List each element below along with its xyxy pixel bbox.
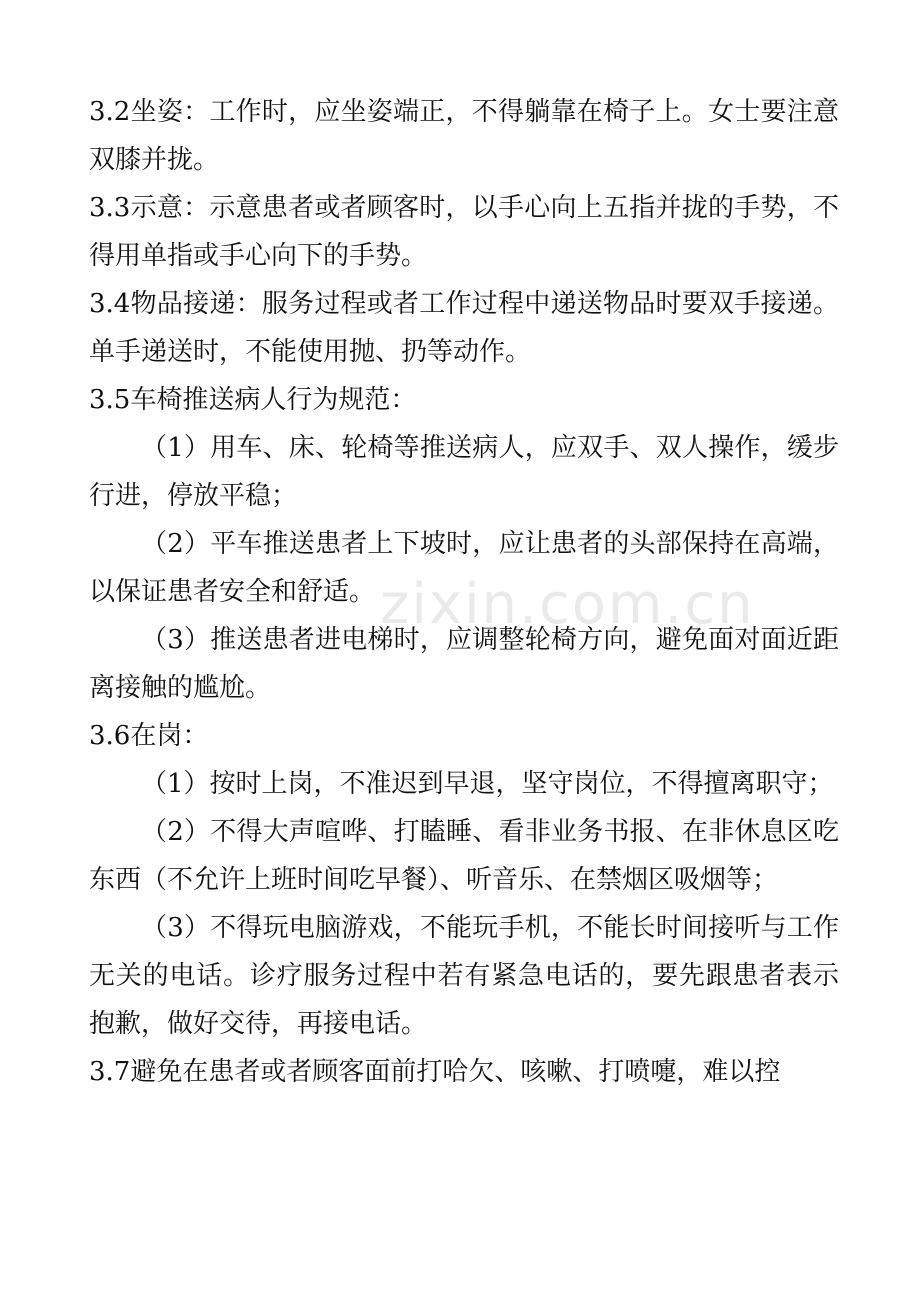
paragraph-3-3: 3.3示意：示意患者或者顾客时，以手心向上五指并拢的手势，不得用单指或手心向下的手势。 [89, 193, 839, 271]
paragraph-3-6-item-1: （1）按时上岗，不准迟到早退，坚守岗位，不得擅离职守； [141, 769, 834, 799]
document-body [89, 88, 839, 1096]
paragraph-3-7: 3.7避免在患者或者顾客面前打哈欠、咳嗽、打喷嚏，难以控 [89, 1057, 781, 1087]
paragraph-3-5-item-1: （1）用车、床、轮椅等推送病人，应双手、双人操作，缓步行进，停放平稳； [89, 433, 839, 511]
paragraph-3-6-heading: 3.6在岗： [89, 721, 209, 751]
paragraph-3-2: 3.2坐姿：工作时，应坐姿端正，不得躺靠在椅子上。女士要注意双膝并拢。 [89, 97, 839, 175]
paragraph-3-4: 3.4物品接递：服务过程或者工作过程中递送物品时要双手接递。单手递送时，不能使用抛、扔等动作。 [89, 289, 839, 367]
paragraph-3-5-item-3: （3）推送患者进电梯时，应调整轮椅方向，避免面对面近距离接触的尴尬。 [89, 625, 839, 703]
paragraph-3-5-item-2: （2）平车推送患者上下坡时，应让患者的头部保持在高端，以保证患者安全和舒适。 [89, 529, 839, 607]
watermark-text: zixin.com.cn [380, 572, 755, 637]
paragraph-3-5-heading: 3.5车椅推送病人行为规范： [89, 385, 417, 415]
paragraph-3-6-item-3: （3）不得玩电脑游戏，不能玩手机，不能长时间接听与工作无关的电话。诊疗服务过程中若有紧急电话的，要先跟患者表示抱歉，做好交待，再接电话。 [89, 913, 839, 1039]
paragraph-3-6-item-2: （2）不得大声喧哗、打瞌睡、看非业务书报、在非休息区吃东西（不允许上班时间吃早餐）、听音乐、在禁烟区吸烟等； [89, 817, 839, 895]
